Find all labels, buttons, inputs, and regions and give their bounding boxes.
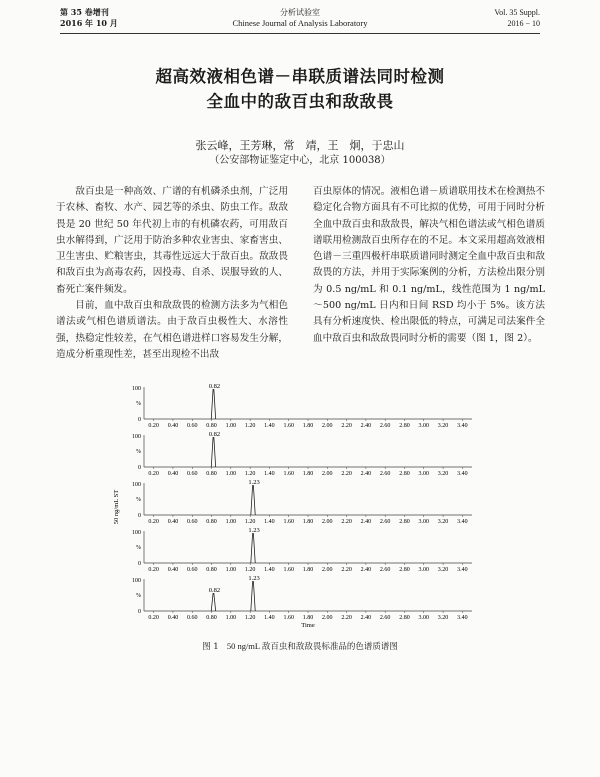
x-tick-label: 0.80 <box>206 519 217 525</box>
x-tick-label: 1.80 <box>302 423 314 429</box>
x-tick-label: 2.20 <box>341 567 352 573</box>
x-tick-label: 2.20 <box>341 615 352 621</box>
x-tick-label: 1.80 <box>302 567 314 573</box>
x-tick-label: 2.60 <box>379 567 391 573</box>
title-line-2: 全血中的敌百虫和敌敌畏 <box>206 92 394 111</box>
x-tick-label: 2.40 <box>360 519 372 525</box>
x-tick-label: 2.20 <box>341 519 352 525</box>
x-tick-label: 2.80 <box>399 519 410 525</box>
y-tick-label: % <box>136 449 141 455</box>
x-tick-label: 3.20 <box>437 519 449 525</box>
x-tick-label: 1.40 <box>264 471 275 477</box>
x-tick-label: 2.80 <box>399 615 410 621</box>
x-tick-label: 0.80 <box>206 423 217 429</box>
journal-name-en: Chinese Journal of Analysis Laboratory <box>232 18 368 28</box>
x-tick-label: 2.60 <box>379 615 391 621</box>
x-tick-label: 2.40 <box>360 423 372 429</box>
y-tick-label: 100 <box>132 530 141 536</box>
body-column-right <box>313 184 545 347</box>
x-tick-label: 1.80 <box>302 519 314 525</box>
header-year-month: 2016 − 10 <box>507 19 540 28</box>
x-tick-label: 3.20 <box>437 471 449 477</box>
x-tick-label: 0.20 <box>148 615 159 621</box>
x-tick-label: 1.40 <box>264 615 275 621</box>
x-tick-label: 0.20 <box>148 519 159 525</box>
x-tick-label: 1.60 <box>283 471 294 477</box>
y-tick-label: 100 <box>132 386 141 392</box>
header-journal <box>190 7 410 29</box>
x-tick-label: 1.00 <box>225 567 237 573</box>
header-vol-suppl: Vol. 35 Suppl. <box>494 8 540 17</box>
x-tick-label: 2.60 <box>379 519 391 525</box>
y-tick-label: 0 <box>138 609 141 615</box>
y-tick-label: 0 <box>138 561 141 567</box>
x-tick-label: 2.00 <box>322 423 333 429</box>
chromatogram-peak <box>211 390 215 419</box>
x-tick-label: 1.40 <box>264 519 275 525</box>
peak-label: 1.23 <box>248 479 260 487</box>
y-axis-title: 50 ng/mL ST <box>113 489 120 525</box>
x-tick-label: 1.20 <box>244 423 256 429</box>
peak-label: 1.23 <box>248 527 260 535</box>
x-tick-label: 2.40 <box>360 615 372 621</box>
x-tick-label: 0.80 <box>206 471 217 477</box>
x-tick-label: 2.60 <box>379 423 391 429</box>
paragraph: 目前，血中敌百虫和敌敌畏的检测方法多为气相色谱法或气相色谱质谱法。由于敌百虫极性大、水溶性强，热稳定性较差，在气相色谱进样口容易发生分解，造成分析重现性差，甚至出现检不出敌 <box>56 300 288 360</box>
x-tick-label: 3.20 <box>437 567 449 573</box>
header-volume <box>60 7 118 29</box>
title-line-1: 超高效液相色谱－串联质谱法同时检测 <box>155 67 445 86</box>
y-tick-label: % <box>136 401 141 407</box>
y-tick-label: % <box>136 497 141 503</box>
x-tick-label: 0.40 <box>167 423 179 429</box>
caption-text: 50 ng/mL 敌百虫和敌敌畏标准品的色谱质谱图 <box>226 641 398 651</box>
header-volume-line: 第 35 卷增刊 <box>60 7 109 17</box>
x-tick-label: 3.40 <box>457 567 468 573</box>
y-tick-label: 0 <box>138 513 141 519</box>
y-tick-label: % <box>136 593 141 599</box>
x-tick-label: 2.40 <box>360 567 372 573</box>
y-tick-label: 100 <box>132 482 141 488</box>
running-header <box>60 7 540 35</box>
caption-number: 图 1 <box>202 642 219 652</box>
x-tick-label: 1.80 <box>302 471 314 477</box>
authors: 张云峰，王芳琳，常 靖，王 炯，于忠山 <box>195 139 405 152</box>
x-tick-label: 2.80 <box>399 567 410 573</box>
figure-caption <box>60 640 540 653</box>
peak-label: 0.82 <box>208 383 221 391</box>
x-tick-label: 1.60 <box>283 567 294 573</box>
x-tick-label: 1.00 <box>225 423 237 429</box>
x-tick-label: 1.60 <box>283 519 294 525</box>
x-tick-label: 1.60 <box>283 423 294 429</box>
x-tick-label: 0.80 <box>206 567 217 573</box>
x-tick-label: 0.20 <box>148 423 159 429</box>
article-title <box>60 64 540 114</box>
paragraph: 百虫原体的情况。液相色谱－质谱联用技术在检测热不稳定化合物方面具有不可比拟的优势，可用于同时分析全血中敌百虫和敌敌畏，解决气相色谱法或气相色谱质谱联用检测敌百虫所存在的不足。本文采用超高效液相色谱－三重四极杆串联质谱同时测定全血中敌百虫和敌敌畏的方法，并用于实际案例的分析，方法检出限分别为 0.5 ng/mL 和 0.1 ng/mL，线性范围为 1 ng/mL～500 ng/mL 日内和日间 RSD 均小于 5%。该方法具有分析速度快、检出限低的特点，可满足司法案件全血中敌百虫和敌敌畏同时分析的需要（图 1，图 2）。 <box>313 186 545 344</box>
x-tick-label: 1.00 <box>225 615 237 621</box>
x-tick-label: 2.80 <box>399 471 410 477</box>
y-tick-label: 100 <box>132 434 141 440</box>
chromatogram-peak <box>251 486 255 515</box>
x-tick-label: 1.00 <box>225 471 237 477</box>
x-tick-label: 3.40 <box>457 519 468 525</box>
body-column-left <box>56 184 288 363</box>
header-date-line: 2016 年 10 月 <box>60 18 118 28</box>
x-tick-label: 0.60 <box>186 519 198 525</box>
x-tick-label: 0.40 <box>167 567 179 573</box>
x-tick-label: 0.60 <box>186 615 198 621</box>
x-tick-label: 1.20 <box>244 567 256 573</box>
x-tick-label: 0.80 <box>206 615 217 621</box>
x-tick-label: 3.00 <box>418 519 430 525</box>
x-tick-label: 2.20 <box>341 471 352 477</box>
peak-label: 0.82 <box>208 431 221 439</box>
y-tick-label: 0 <box>138 417 141 423</box>
chromatogram-peak <box>211 593 215 611</box>
x-tick-label: 3.00 <box>418 471 430 477</box>
x-tick-label: 0.60 <box>186 471 198 477</box>
x-tick-label: 0.60 <box>186 567 198 573</box>
x-tick-label: 2.80 <box>399 423 410 429</box>
x-tick-label: 2.00 <box>322 615 333 621</box>
y-tick-label: 0 <box>138 465 141 471</box>
x-axis-title: Time <box>301 622 315 629</box>
x-tick-label: 0.40 <box>167 519 179 525</box>
x-tick-label: 1.40 <box>264 567 275 573</box>
header-rule <box>60 33 540 34</box>
x-tick-label: 1.60 <box>283 615 294 621</box>
header-volume-en <box>494 7 540 29</box>
x-tick-label: 2.00 <box>322 519 333 525</box>
y-tick-label: 100 <box>132 578 141 584</box>
x-tick-label: 2.40 <box>360 471 372 477</box>
x-tick-label: 1.00 <box>225 519 237 525</box>
x-tick-label: 3.20 <box>437 615 449 621</box>
peak-label: 1.23 <box>248 575 260 583</box>
x-tick-label: 0.40 <box>167 615 179 621</box>
x-tick-label: 3.40 <box>457 471 468 477</box>
x-tick-label: 1.80 <box>302 615 314 621</box>
affiliation: （公安部物证鉴定中心，北京 100038） <box>209 155 391 166</box>
x-tick-label: 1.20 <box>244 471 256 477</box>
x-tick-label: 2.60 <box>379 471 391 477</box>
peak-label: 0.82 <box>208 586 221 594</box>
chromatogram-peak <box>251 582 255 611</box>
x-tick-label: 3.20 <box>437 423 449 429</box>
y-tick-label: % <box>136 545 141 551</box>
x-tick-label: 2.20 <box>341 423 352 429</box>
x-tick-label: 3.00 <box>418 423 430 429</box>
chromatogram-peak <box>211 438 215 467</box>
x-tick-label: 2.00 <box>322 471 333 477</box>
x-tick-label: 0.40 <box>167 471 179 477</box>
x-tick-label: 3.00 <box>418 615 430 621</box>
chromatogram-figure <box>110 378 482 636</box>
chromatogram-peak <box>251 534 255 563</box>
journal-name-cn: 分析试验室 <box>280 8 320 17</box>
x-tick-label: 0.20 <box>148 471 159 477</box>
x-tick-label: 0.60 <box>186 423 198 429</box>
paragraph: 敌百虫是一种高效、广谱的有机磷杀虫剂，广泛用于农林、畜牧、水产、园艺等的杀虫、防虫工作。敌敌畏是 20 世纪 50 年代初上市的有机磷农药，可用敌百虫水解得到，广泛用于防治多种农业害虫、家畜害虫、卫生害虫、贮粮害虫，其毒性远远大于敌百虫。敌敌畏和敌百虫为高毒农药，因投毒、自杀、误服导致的人、畜死亡案件频发。 <box>56 186 288 295</box>
x-tick-label: 3.40 <box>457 423 468 429</box>
x-tick-label: 3.00 <box>418 567 430 573</box>
x-tick-label: 1.40 <box>264 423 275 429</box>
x-tick-label: 1.20 <box>244 519 256 525</box>
x-tick-label: 0.20 <box>148 567 159 573</box>
x-tick-label: 1.20 <box>244 615 256 621</box>
x-tick-label: 3.40 <box>457 615 468 621</box>
x-tick-label: 2.00 <box>322 567 333 573</box>
